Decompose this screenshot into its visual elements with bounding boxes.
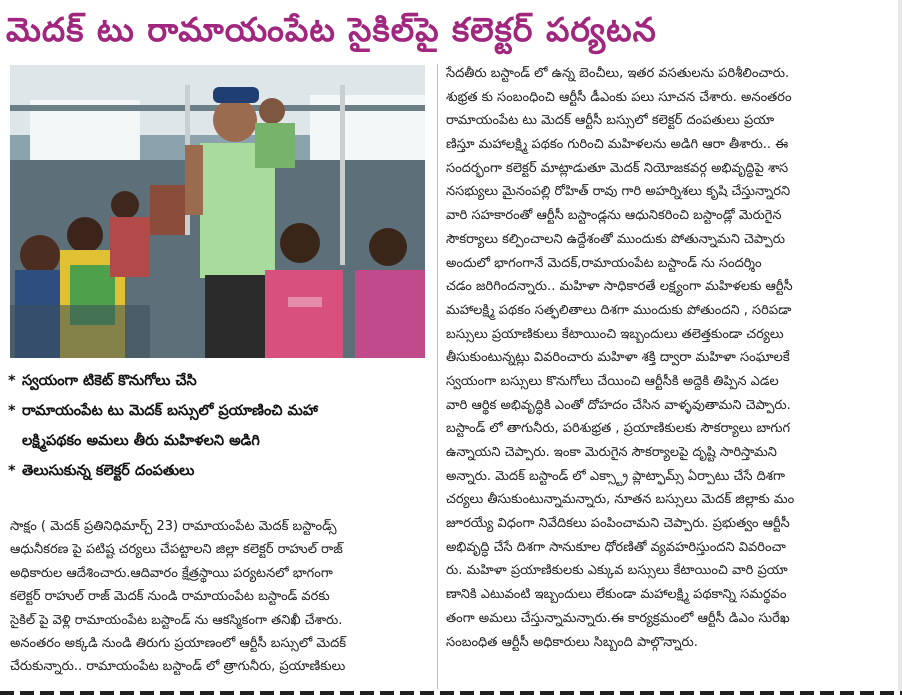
body-line: బస్టాండ్ లో తాగునీరు, పరిశుభ్రత , ప్రయాణికులకు సౌకర్యాలు బాగుగ (446, 421, 791, 437)
body-line: సంబంధిత ఆర్టీసీ అధికారులు సిబ్బంది పాల్గొన్నారు. (446, 634, 698, 650)
body-line: శుభ్రత కు సంబంధించి ఆర్టీసీ డీఎంకు పలు సూచన చేశారు. అనంతరం (446, 89, 792, 105)
bullet-star-icon: * (8, 373, 16, 389)
body-line: అభివృద్ధి చేసే దిశగా సానుకూల ధోరణితో వ్యవహరిస్తుందని వివరించా (446, 539, 786, 555)
body-line: తీసుకుంటున్నట్లు వివరించారు మహిళా శక్తి ద్వారా మహిళా సంఘాలకే (446, 350, 790, 366)
article-headline: మెదక్ టు రామాయంపేట సైకిల్‌పై కలెక్టర్ పర్యటన (6, 10, 657, 49)
body-line: జూరయ్యే విధంగా నివేదికలు పంపించామని చెప్పారు. ప్రభుత్వం ఆర్టీసీ (446, 516, 790, 532)
body-line: చడం జరిగిందన్నారు.. మహిళా సాధికారతే లక్ష్యంగా మహిళలకు ఆర్టీసీ (446, 279, 793, 295)
article-body-right-column (446, 62, 886, 692)
article-body-left-column (10, 515, 430, 693)
body-line: చర్యలు తీసుకుంటున్నామన్నారు, నూతన బస్సులు మెదక్ జిల్లాకు మం (446, 492, 795, 508)
highlight-item (8, 456, 428, 486)
body-line: తంగా అమలు చేస్తున్నామన్నారు.ఈ కార్యక్రమంలో ఆర్టీసీ డిఎం సురేఖ (446, 610, 790, 626)
body-line: అందులో భాగంగానే మెదక్,రామాయంపేట బస్టాండ్ ను సందర్శిం (446, 255, 762, 271)
body-line: సందర్భంగా కలెక్టర్ మాట్లాడుతూ మెదక్ నియోజకవర్గ అభివృద్ధిపై శాస (446, 160, 789, 176)
body-line: సాక్షం ( మెదక్ ప్రతినిధిమార్చ్ 23) రామాయంపేట మెదక్ బస్టాండ్స్ (10, 519, 337, 534)
page-edge (898, 0, 902, 695)
body-line: ణిస్తూ మహాలక్ష్మి పథకం గురించి మహిళలను అడిగి ఆరా తీశారు.. ఈ (446, 137, 789, 153)
body-line: ఉన్నాయని చెప్పారు. ఇంకా మెరుగైన సౌకర్యాలపై దృష్టి సారిస్తామని (446, 445, 777, 460)
body-line: అన్నారు. మెదక్ బస్టాండ్ లో ఎక్స్ట్రా ప్లాట్ఫామ్స్ ఏర్పాటు చేసే దిశగా (446, 468, 785, 484)
body-line: చేరుకున్నారు.. రామాయంపేట బస్టాండ్ లో త్రాగునీరు, ప్రయాణికులు (10, 659, 346, 675)
highlight-item (8, 366, 428, 396)
body-line: సేదతీరు బస్టాండ్ లో ఉన్న బెంచీలు, ఇతర వసతులను పరిశీలించారు. (446, 66, 790, 81)
body-line: రామాయంపేట టు మెదక్ ఆర్టీసీ బస్సులో కలెక్టర్ దంపతులు ప్రయా (446, 113, 775, 129)
column-divider (437, 64, 438, 689)
bus-interior-photo (10, 65, 425, 358)
highlight-text: స్వయంగా టికెట్ కొనుగోలు చేసి (22, 373, 197, 389)
body-line: సౌకర్యాలు కల్పించాలని ఉద్దేశంతో ముందుకు పోతున్నామని చెప్పారు (446, 231, 785, 247)
body-line: అధికారుల ఆదేశించారు.ఆదివారం క్షేత్రస్థాయి పర్యటనలో భాగంగా (10, 565, 333, 581)
body-line: కలెక్టర్ రాహుల్ రాజ్ మెదక్ నుండి రామాయంపేట బస్టాండ్ వరకు (10, 589, 330, 605)
body-line: ఆధునీకరణ పై పటిష్ట చర్యలు చేపట్టాలని జిల్లా కలెక్టర్ రాహుల్ రాజ్ (10, 542, 343, 558)
bullet-star-icon: * (8, 403, 16, 419)
body-line: నసభ్యులు మైనంపల్లి రోహిత్ రావు గారి అహర్నిశలు కృషి చేస్తున్నారని (446, 184, 791, 200)
body-line: అనంతరం అక్కడి నుండి తిరుగు ప్రయాణంలో ఆర్టీసీ బస్సులో మెదక్ (10, 635, 347, 651)
body-line: రు. మహిళా ప్రయాణికులకు ఎక్కువ బస్సులు కేటాయించి వారి ప్రయా (446, 563, 788, 579)
body-line: సైకిల్ పై వెళ్లి రామాయంపేట బస్టాండ్ ను ఆకస్మికంగా తనిఖీ చేశారు. (10, 612, 343, 628)
highlight-item (8, 396, 428, 456)
next-article-edge (0, 691, 902, 695)
highlight-text: తెలుసుకున్న కలెక్టర్ దంపతులు (22, 463, 195, 479)
body-line: వారి సహకారంతో ఆర్టీసీ బస్టాండ్లను ఆధునికరించి బస్టాండ్లో మెరుగైన (446, 208, 782, 224)
highlights-list (8, 366, 428, 486)
highlight-text: రామాయంపేట టు మెదక్ బస్సులో ప్రయాణించి మహా లక్ష్మిపథకం అమలు తీరు మహిళలని అడిగి (22, 403, 318, 449)
bullet-star-icon: * (8, 463, 16, 479)
body-line: వారి ఆర్థిక అభివృద్ధికి ఎంతో దోహదం చేసిన వాళ్ళవుతామని చెప్పారు. (446, 397, 791, 413)
body-line: మహాలక్ష్మి పథకం సత్ఫలితాలు దిశగా ముందుకు పోతుందని , సరిపడా (446, 302, 792, 318)
body-line: స్వయంగా బస్సులు కొనుగోలు చేయించి ఆర్టీసీకి అద్దెకి తిప్పిన ఎడల (446, 373, 779, 389)
body-line: ణానికి ఎటువంటి ఇబ్బందులు లేకుండా మహాలక్ష్మి పథకాన్ని సమర్థవం (446, 587, 787, 603)
body-line: బస్సులు ప్రయాణికులు కేటాయించి ఇబ్బందులు తలెత్తకుండా చర్యలు (446, 326, 784, 342)
